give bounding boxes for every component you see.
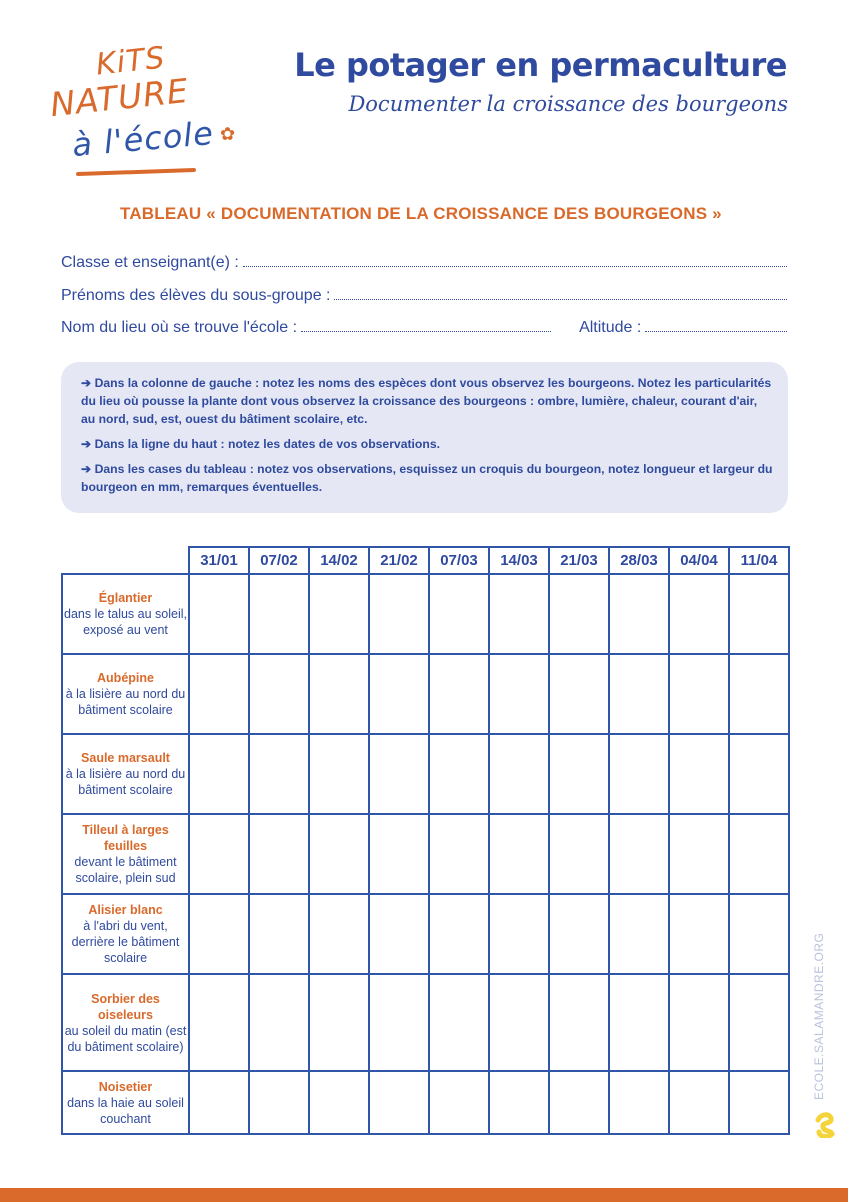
field-label-altitude: Altitude : xyxy=(579,319,642,336)
observation-cell[interactable] xyxy=(609,1071,669,1134)
species-location: à la lisière au nord du bâtiment scolaire xyxy=(65,767,186,797)
observation-cell[interactable] xyxy=(549,1071,609,1134)
observation-cell[interactable] xyxy=(429,894,489,974)
observation-cell[interactable] xyxy=(429,974,489,1071)
observation-cell[interactable] xyxy=(369,974,429,1071)
corner-cell xyxy=(62,547,189,574)
species-label-cell xyxy=(62,974,189,1071)
species-label-cell xyxy=(62,654,189,734)
observation-cell[interactable] xyxy=(609,894,669,974)
observation-cell[interactable] xyxy=(489,574,549,654)
observation-cell[interactable] xyxy=(309,814,369,894)
field-school-place[interactable] xyxy=(61,315,787,337)
observation-cell[interactable] xyxy=(489,654,549,734)
logo-line-ecole: à l'école xyxy=(70,113,216,165)
species-location: au soleil du matin (est du bâtiment scolaire) xyxy=(64,1023,187,1054)
species-row xyxy=(62,574,789,654)
observation-cell[interactable] xyxy=(309,574,369,654)
instruction-left-column: ➔ Dans la colonne de gauche : notez les noms des espèces dont vous observez les bourgeons. Notez les particularités du lieu où pousse la plante dont vous observez la croissance des bourgeons : ombre, lumière, chaleur, courant d'air, au nord, sud, est, ouest du bâtiment scolaire, etc. xyxy=(81,376,772,426)
observation-cell[interactable] xyxy=(309,974,369,1071)
date-header[interactable]: 14/02 xyxy=(309,547,369,574)
species-row xyxy=(62,814,789,894)
species-label-cell xyxy=(62,1071,189,1134)
page-title: Le potager en permaculture xyxy=(294,46,787,84)
observation-cell[interactable] xyxy=(609,734,669,814)
species-row xyxy=(62,1071,789,1134)
observation-cell[interactable] xyxy=(189,974,249,1071)
field-label: Classe et enseignant(e) : xyxy=(61,254,239,271)
altitude-dotted-fill-line[interactable] xyxy=(645,330,787,332)
observation-cell[interactable] xyxy=(309,1071,369,1134)
observation-cell[interactable] xyxy=(249,1071,309,1134)
observation-cell[interactable] xyxy=(729,894,789,974)
species-row xyxy=(62,894,789,974)
species-name: Tilleul à larges feuilles xyxy=(82,823,169,853)
species-label-cell xyxy=(62,734,189,814)
observation-cell[interactable] xyxy=(249,574,309,654)
species-name: Sorbier des oiseleurs xyxy=(91,991,160,1022)
date-header-row xyxy=(62,547,789,574)
dotted-fill-line[interactable] xyxy=(301,330,551,332)
observation-cell[interactable] xyxy=(729,1071,789,1134)
observation-cell[interactable] xyxy=(549,574,609,654)
species-location: dans le talus au soleil, exposé au vent xyxy=(64,607,187,637)
date-header[interactable]: 11/04 xyxy=(729,547,789,574)
observation-cell[interactable] xyxy=(489,1071,549,1134)
species-label-cell xyxy=(62,814,189,894)
observation-cell[interactable] xyxy=(549,814,609,894)
observation-cell[interactable] xyxy=(189,654,249,734)
observation-cell[interactable] xyxy=(309,894,369,974)
species-location: devant le bâtiment scolaire, plein sud xyxy=(74,855,177,885)
observation-cell[interactable] xyxy=(309,734,369,814)
date-header[interactable]: 07/02 xyxy=(249,547,309,574)
observation-cell[interactable] xyxy=(429,734,489,814)
observation-cell[interactable] xyxy=(369,574,429,654)
observation-cell[interactable] xyxy=(369,654,429,734)
observation-cell[interactable] xyxy=(189,734,249,814)
species-name: Aubépine xyxy=(97,671,154,685)
observation-cell[interactable] xyxy=(669,974,729,1071)
species-row xyxy=(62,654,789,734)
observation-cell[interactable] xyxy=(249,654,309,734)
species-label-cell xyxy=(62,894,189,974)
salamander-icon xyxy=(814,1110,836,1138)
observation-cell[interactable] xyxy=(189,814,249,894)
dotted-fill-line[interactable] xyxy=(243,265,787,267)
date-header[interactable]: 31/01 xyxy=(189,547,249,574)
section-title: TABLEAU « DOCUMENTATION DE LA CROISSANCE DES BOURGEONS » xyxy=(120,204,722,223)
observation-cell[interactable] xyxy=(549,894,609,974)
observation-cell[interactable] xyxy=(249,814,309,894)
observation-cell[interactable] xyxy=(309,654,369,734)
observation-cell[interactable] xyxy=(489,974,549,1071)
observation-cell[interactable] xyxy=(369,814,429,894)
observation-cell[interactable] xyxy=(249,974,309,1071)
observation-cell[interactable] xyxy=(729,734,789,814)
observation-cell[interactable] xyxy=(669,1071,729,1134)
observation-cell[interactable] xyxy=(369,734,429,814)
observation-cell[interactable] xyxy=(729,814,789,894)
observation-cell[interactable] xyxy=(669,574,729,654)
observation-cell[interactable] xyxy=(189,574,249,654)
side-url: ECOLE.SALAMANDRE.ORG xyxy=(812,932,826,1100)
species-name: Alisier blanc xyxy=(88,903,163,917)
species-label-cell xyxy=(62,574,189,654)
field-label: Nom du lieu où se trouve l'école : xyxy=(61,319,298,336)
observation-cell[interactable] xyxy=(729,654,789,734)
species-name: Églantier xyxy=(98,591,153,605)
field-class-teacher[interactable] xyxy=(61,250,787,272)
field-label: Prénoms des élèves du sous-groupe : xyxy=(61,287,331,304)
date-header[interactable]: 04/04 xyxy=(669,547,729,574)
observation-cell[interactable] xyxy=(489,814,549,894)
observation-cell[interactable] xyxy=(549,974,609,1071)
instructions-panel xyxy=(61,362,788,513)
observation-cell[interactable] xyxy=(249,734,309,814)
page-subtitle: Documenter la croissance des bourgeons xyxy=(348,92,788,116)
observation-cell[interactable] xyxy=(489,894,549,974)
observation-cell[interactable] xyxy=(429,814,489,894)
instruction-cells: ➔ Dans les cases du tableau : notez vos observations, esquissez un croquis du bourgeon, notez longueur et largeur du bourgeon en mm, remarques éventuelles. xyxy=(81,462,773,494)
bottom-orange-band xyxy=(0,1188,848,1202)
date-header[interactable]: 07/03 xyxy=(429,547,489,574)
observation-cell[interactable] xyxy=(249,894,309,974)
species-name: Saule marsault xyxy=(81,751,170,765)
observation-cell[interactable] xyxy=(549,654,609,734)
species-row xyxy=(62,974,789,1071)
observation-cell[interactable] xyxy=(729,974,789,1071)
observation-cell[interactable] xyxy=(729,574,789,654)
date-header[interactable]: 21/03 xyxy=(549,547,609,574)
observation-cell[interactable] xyxy=(429,654,489,734)
species-location: dans la haie au soleil couchant xyxy=(67,1095,184,1126)
observation-cell[interactable] xyxy=(429,574,489,654)
species-row xyxy=(62,734,789,814)
flower-icon: ✿ xyxy=(220,124,236,145)
observation-cell[interactable] xyxy=(609,974,669,1071)
observation-cell[interactable] xyxy=(369,1071,429,1134)
observation-cell[interactable] xyxy=(669,814,729,894)
date-header[interactable]: 28/03 xyxy=(609,547,669,574)
observation-cell[interactable] xyxy=(669,654,729,734)
observation-cell[interactable] xyxy=(609,654,669,734)
date-header[interactable]: 21/02 xyxy=(369,547,429,574)
species-location: à l'abri du vent, derrière le bâtiment scolaire xyxy=(71,919,180,965)
field-students[interactable] xyxy=(61,283,787,305)
species-location: à la lisière au nord du bâtiment scolaire xyxy=(65,687,186,717)
logo-line-nature: NATURE xyxy=(48,70,191,125)
logo-line-kits: KiTS xyxy=(94,40,168,83)
observation-cell[interactable] xyxy=(669,894,729,974)
observation-cell[interactable] xyxy=(489,734,549,814)
observation-cell[interactable] xyxy=(609,574,669,654)
observation-cell[interactable] xyxy=(549,734,609,814)
observation-cell[interactable] xyxy=(189,1071,249,1134)
instruction-top-row: ➔ Dans la ligne du haut : notez les dates de vos observations. xyxy=(81,437,440,451)
observation-cell[interactable] xyxy=(609,814,669,894)
observation-table xyxy=(61,546,790,1135)
logo-underline xyxy=(76,168,196,176)
observation-cell[interactable] xyxy=(669,734,729,814)
dotted-fill-line[interactable] xyxy=(334,298,787,300)
observation-cell[interactable] xyxy=(429,1071,489,1134)
kits-nature-logo xyxy=(48,40,248,184)
species-name: Noisetier xyxy=(98,1079,153,1094)
observation-cell[interactable] xyxy=(189,894,249,974)
date-header[interactable]: 14/03 xyxy=(489,547,549,574)
observation-cell[interactable] xyxy=(369,894,429,974)
